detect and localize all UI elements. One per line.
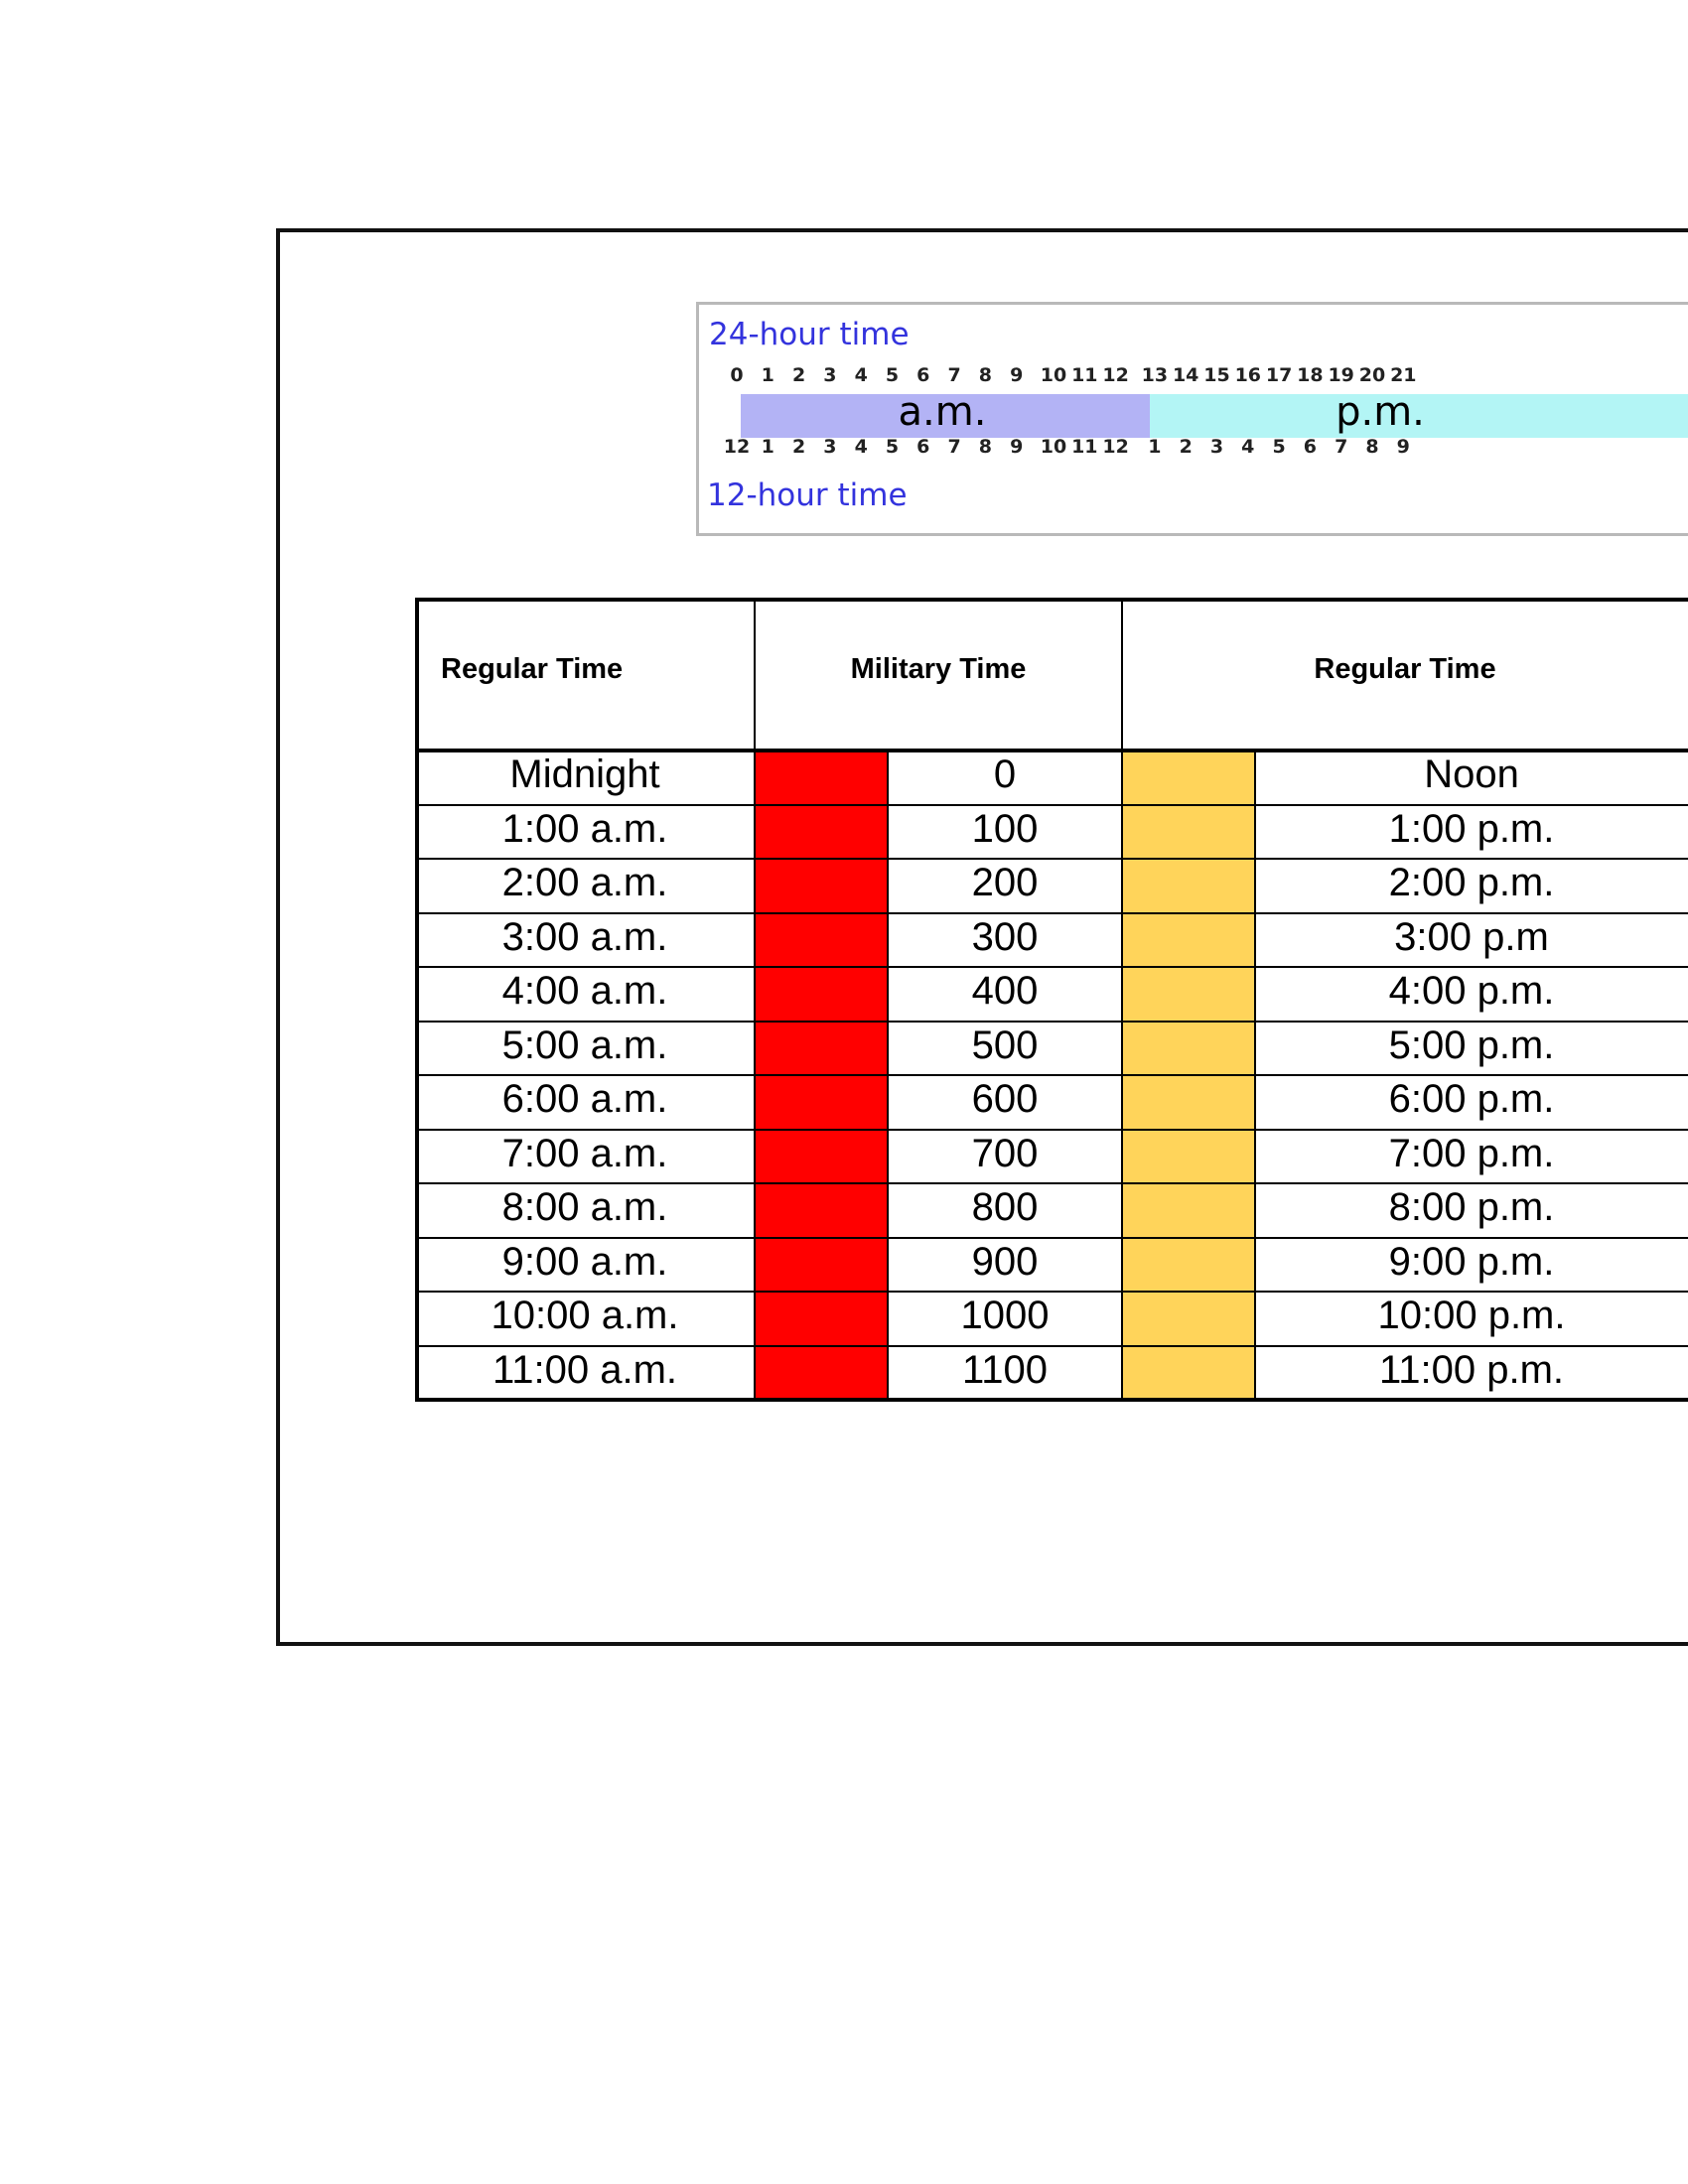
am-time-cell: 10:00 a.m.: [491, 1294, 679, 1337]
tick-12-hour: 9: [1396, 436, 1410, 458]
military-time-cell: 500: [971, 1023, 1039, 1067]
tick-12-hour: 12: [723, 436, 751, 458]
row-divider: [415, 1237, 1688, 1239]
tick-24-hour: 15: [1203, 364, 1230, 386]
tick-24-hour: 20: [1358, 364, 1386, 386]
am-time-cell: 7:00 a.m.: [501, 1131, 668, 1175]
title-24-hour: 24-hour time: [709, 317, 910, 352]
military-time-cell: 100: [971, 806, 1039, 851]
am-time-cell: 3:00 a.m.: [501, 914, 668, 959]
tick-12-hour: 1: [1148, 436, 1162, 458]
pm-time-cell: 2:00 p.m.: [1388, 861, 1555, 904]
tick-12-hour: 7: [947, 436, 961, 458]
tick-12-hour: 5: [1272, 436, 1286, 458]
am-time-cell: 4:00 a.m.: [501, 969, 668, 1013]
tick-12-hour: 4: [1241, 436, 1255, 458]
pm-time-cell: 7:00 p.m.: [1388, 1131, 1555, 1175]
tick-24-hour: 3: [823, 364, 837, 386]
am-time-cell: 8:00 a.m.: [501, 1185, 668, 1229]
tick-12-hour: 2: [1179, 436, 1193, 458]
tick-24-hour: 1: [761, 364, 774, 386]
tick-24-hour: 4: [854, 364, 868, 386]
tick-24-hour: 6: [916, 364, 930, 386]
am-time-cell: 1:00 a.m.: [501, 806, 668, 851]
tick-24-hour: 10: [1040, 364, 1067, 386]
am-time-cell: Midnight: [509, 752, 660, 796]
tick-12-hour: 1: [761, 436, 774, 458]
tick-12-hour: 9: [1010, 436, 1024, 458]
pm-time-cell: 6:00 p.m.: [1388, 1077, 1555, 1121]
row-divider: [415, 804, 1688, 806]
military-time-cell: 700: [971, 1131, 1039, 1175]
tick-24-hour: 21: [1390, 364, 1417, 386]
pm-time-cell: 10:00 p.m.: [1377, 1294, 1566, 1337]
tick-24-hour: 7: [947, 364, 961, 386]
row-divider: [415, 1021, 1688, 1023]
military-time-cell: 900: [971, 1239, 1039, 1284]
military-time-cell: 0: [993, 752, 1017, 796]
am-time-cell: 9:00 a.m.: [501, 1239, 668, 1284]
tick-24-hour: 19: [1328, 364, 1354, 386]
row-divider: [415, 1074, 1688, 1076]
military-time-cell: 200: [971, 861, 1039, 904]
tick-24-hour: 18: [1297, 364, 1324, 386]
row-divider: [415, 966, 1688, 968]
pm-time-cell: Noon: [1424, 752, 1519, 796]
am-time-cell: 2:00 a.m.: [501, 861, 668, 904]
time-conversion-table: [415, 598, 1688, 1402]
header-regular-time-pm: Regular Time: [1314, 653, 1496, 685]
table-top-border: [415, 598, 1688, 602]
tick-12-hour: 7: [1335, 436, 1348, 458]
tick-12-hour: 6: [916, 436, 930, 458]
tick-24-hour: 0: [730, 364, 744, 386]
pm-time-cell: 8:00 p.m.: [1388, 1185, 1555, 1229]
pm-time-cell: 9:00 p.m.: [1388, 1239, 1555, 1284]
pm-time-cell: 3:00 p.m: [1394, 914, 1549, 959]
tick-12-hour: 2: [791, 436, 806, 458]
military-time-cell: 800: [971, 1185, 1039, 1229]
tick-12-hour: 4: [854, 436, 868, 458]
row-divider: [415, 1291, 1688, 1293]
row-divider: [415, 1129, 1688, 1131]
pm-time-cell: 5:00 p.m.: [1388, 1023, 1555, 1067]
am-time-cell: 11:00 a.m.: [492, 1347, 678, 1392]
am-time-cell: 5:00 a.m.: [501, 1023, 668, 1067]
tick-12-hour: 8: [978, 436, 993, 458]
tick-24-hour: 8: [978, 364, 993, 386]
military-time-cell: 400: [971, 969, 1039, 1013]
tick-12-hour: 11: [1071, 436, 1098, 458]
tick-12-hour: 8: [1365, 436, 1379, 458]
military-time-cell: 300: [971, 914, 1039, 959]
tick-12-hour: 5: [885, 436, 900, 458]
pm-time-cell: 4:00 p.m.: [1388, 969, 1555, 1013]
tick-24-hour: 16: [1234, 364, 1262, 386]
row-divider: [415, 1182, 1688, 1184]
row-divider: [415, 858, 1688, 860]
tick-24-hour: 12: [1102, 364, 1129, 386]
military-time-cell: 600: [971, 1077, 1039, 1121]
tick-24-hour: 9: [1010, 364, 1024, 386]
row-divider: [415, 1345, 1688, 1347]
tick-24-hour: 14: [1172, 364, 1199, 386]
tick-24-hour: 11: [1071, 364, 1098, 386]
military-time-cell: 1100: [961, 1347, 1048, 1392]
tick-12-hour: 10: [1040, 436, 1067, 458]
am-label: a.m.: [898, 389, 987, 435]
tick-12-hour: 3: [823, 436, 837, 458]
time-format-diagram: [696, 302, 1688, 536]
am-time-cell: 6:00 a.m.: [501, 1077, 668, 1121]
row-divider: [415, 912, 1688, 914]
tick-12-hour: 6: [1303, 436, 1318, 458]
header-regular-time-am: Regular Time: [441, 653, 624, 685]
pm-label: p.m.: [1336, 389, 1425, 435]
pm-time-cell: 11:00 p.m.: [1378, 1347, 1565, 1392]
tick-12-hour: 3: [1209, 436, 1224, 458]
military-time-cell: 1000: [960, 1294, 1050, 1337]
tick-24-hour: 2: [791, 364, 806, 386]
tick-24-hour: 13: [1141, 364, 1169, 386]
table-bottom-border: [415, 1398, 1688, 1402]
tick-24-hour: 17: [1265, 364, 1293, 386]
tick-24-hour: 5: [885, 364, 900, 386]
header-military-time: Military Time: [850, 653, 1027, 685]
title-12-hour: 12-hour time: [707, 478, 908, 513]
pm-time-cell: 1:00 p.m.: [1388, 806, 1555, 851]
tick-12-hour: 12: [1102, 436, 1129, 458]
